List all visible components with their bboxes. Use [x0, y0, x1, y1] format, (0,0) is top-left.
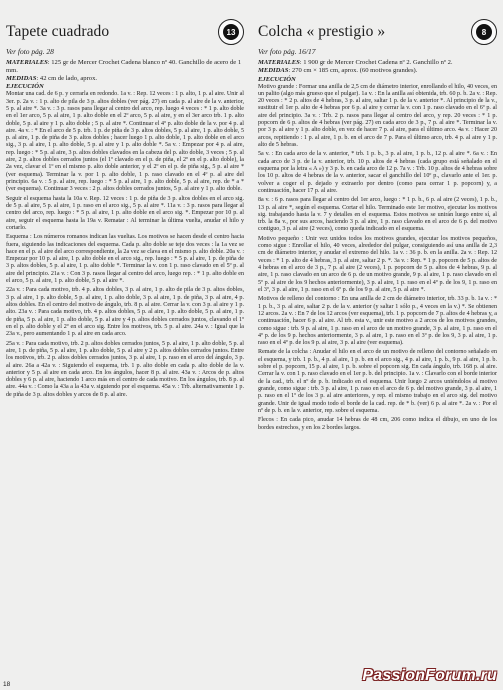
right-paragraph: Flecos : En cada pico, anudar 14 hebras de 48 cm, 206 como indica el dibujo, en uno de los bordes estrechos, y en los 2 bordes largos. — [258, 417, 497, 431]
left-measures-label: MEDIDAS — [6, 74, 37, 82]
right-title: Colcha « prestigio » — [258, 23, 386, 40]
right-photo-ref: Ver foto pág. 16/17 — [258, 47, 316, 56]
right-column — [258, 18, 497, 434]
right-badge-number: 8 — [476, 24, 492, 40]
left-measures-text: : 42 cm de lado, aprox. — [36, 74, 98, 82]
right-exec-heading: EJECUCIÓN — [258, 75, 296, 83]
left-materials — [6, 59, 244, 75]
watermark: PassionForum.ru — [362, 667, 497, 684]
right-paragraph: 5a v. : En cada arco de la v. anterior, * trb. 1 p. b., 3 p. al aire, 1 p. b., 12 p. al aire *. 6a v. : En cada arco de 3 p. de la v. anterior, trb. 10 p. altos de 4 hebras (cada grupo está señalado en el esquema por la letra « A ») y 3 p. b. en cada arco de 12 p. 7a v. : Trb. 10 p. altos de 4 hebras sobre los 10 p. altos de 4 hebras de la v. anterior, sacar el ganchillo del 10º p., clavarlo ante el 1er. p. volver a coger el p. dejado y extraerlo por dentro (como para cerrar 1 p. popcorn) y, a continuación, hacer 17 p. al aire. — [258, 151, 497, 194]
left-paragraph: 22a v. : Para cada motivo, trb. 4 p. altos dobles, 3 p. al aire, 1 p. alto de pila de 3 p. altos dobles, 3 p. al aire, 1 p. alto doble, 5 p. al aire, 1 p. alto doble, 3 p. al aire, 1 p. de piña, 3 p. al aire, 4 p. altos dobles. En el centro del motivo de ángulo, trb. 8 p. al aire. Cerrar la v. con 3 p. al aire y 1 p. alto. 23a v. : Para cada motivo, trb. 4 p. altos dobles, 5 p. al aire, 1 p. alto doble, 5 p. al aire, 1 p. de piña, 5 p. al aire, 1 p. alto doble, 5 p. al aire y 4 p. altos dobles cerrados juntos, clavando el 1º en el p. alto doble y el 2º en el arco sig. Entre los motivos, trb. 5 p. al aire. 24a v. : Igual que la 23a v., pero aumentando 1 p. al aire en cada arco. — [6, 287, 244, 338]
right-measures-text: : 270 cm × 185 cm, aprox. (60 motivos grandes). — [288, 66, 418, 74]
right-title-row — [258, 18, 497, 46]
left-paragraph: 25a v. : Para cada motivo, trb. 2 p. altos dobles cerrados juntos, 5 p. al aire, 1 p. alto doble, 5 p. al aire, 1 p. de piña, 5 p. al aire, 1 p. alto doble, 5 p. al aire y 2 p. altos dobles cerrados juntos. Entre los motivos, trb. 2 p. altos dobles cerrados juntos, 3 p. al aire, 1 p. raso en el arco del ángulo, 3 p. al aire. 26a a 42a v. : Siguiendo el esquema, trb. 1 p. alto doble en cada p. alto doble de la v. anterior y 5 p. al aire en cada arco. En los ángulos, hacer 8 p. al aire. 43a v. : Arcos de p. altos dobles y 6 p. al aire, haciendo 1 arco más en el centro de cada motivo. En los ángulos, trb. 8 p. al aire. 44a v. : Como la 43a a la 43a v. siguiendo por el esquema. 45a v. : Trb. alternativamente 1 p. de piña de 3 p. altos dobles y arcos de 8 p. al aire. — [6, 340, 244, 398]
left-paragraph: Seguir el esquema hasta la 10a v. Rep. 12 veces : 1 p. de piña de 3 p. altos dobles en el arco sig. de 5 p. al aire, 5 p. al aire, 1 p. raso en el arco sig., 5 p. al aire *. 11a v. : 3 p. rasos para llegar al centro del arco, rep. luego : * 5 p. al aire, 1 p. alto doble en el arco sig. *. Empezar por 10 p. al aire, seguir el esquema hasta la 19a v. Rematar : Al terminar la última vuelta, anudar el hilo y cortarlo. — [6, 195, 244, 231]
left-column — [6, 18, 244, 401]
right-paragraph: Motivo grande : Formar una anilla de 2,5 cm de diámetro interior, enrollando el hilo, 40 veces, en un palito (algo más grueso que el pulgar). 1a v. : En la anilla así obtenida, trb. 60 p. b. 2a v. : Rep. 20 veces : * 2 p. altos de 4 hebras, 3 p. al aire, saltar 1 p. de la v. anterior *. Al principio de la v., sustituir el 1er p. alto de 4 hebras por 6 p. al aire y cerrar la v. con 1 p. raso clavado en el 6º p. al aire del principio. 3a v. : Trb. 2 p. rasos para llegar al centro del arco, y rep. 20 veces : * 1 p. popcorn de 6 p. altos de 4 hebras (ver pág. 27) en cada arco de 3 p., 7 p. al aire *. Terminar la v. por 3 p. al aire y 1 p. alto doble, en vez de hacer 7 p. al aire, para el último arco. 4a v. : Hacer 20 arcos, repitiendo : 1 p. al aire, 1 p. b. en el arco de 7 p. Para el último arco, trb. 4 p. al aire y 1 p. alto de 5 hebras. — [258, 83, 497, 149]
right-materials — [258, 59, 497, 67]
page-number: 18 — [3, 681, 11, 688]
right-materials-text: : 1 900 gr de Mercer Crochet Cadena nº 2. Ganchillo nº 2. — [299, 59, 453, 66]
left-paragraph: Montar una cad. de 6 p. y cerrarla en redondo. 1a v. : Rep. 12 veces : 1 p. alto, 1 p. al aire. Unir al 3er. p. 2a v. : 1 p. alto de pila de 3 p. altos dobles (ver pág. 27) en cada p. al aire de la v. anterior, 5 p. al aire *. 3a v. : 3 p. rasos para llegar al centro del arco, rep. luego 4 veces : * 1 p. alto doble en el 1er arco, 5 p. al aire, 1 p. alto doble en el 2º arco, 5 p. al aire, y en el 3er arco trb. 1 p. alto doble, 5 p. al aire y 1 p. alto doble ; 5 p. al aire *. Continuar el 4º p. alto doble de la v. por 4 p. al aire. 4a v. : * En el arco de 5 p. trb. 1 p. de piña de 3 p. altos dobles, 5 p. al aire, 1 p. alto doble, 5 p. al aire, 1 p. de piña de 3 p. altos dobles ; hacer luego 1 p. alto doble, 1 p. alto doble en el arco sig., 3 p. al aire, 1 p. alto doble, 5 p. al aire y 1 p. alto doble *. 5a v. : Empezar por 4 p. al aire, rep. luego : * 5 p. al aire, 3 p. altos dobles clavados en la cabeza del p. alto doble, 3 veces ; 5 p. al aire, 2 p. altos dobles cerrados juntos (el 1º clavado en el p. de piña, el 2º en el p. alto doble), la 2a vez, clavar el 1º en el mismo p. alto doble anterior, y el 2º en el p. de piña sig., 5 p. al aire * (ver esquema). Terminar la v. por 1 p. alto doble, 1 p. raso clavado en el 4º p. al aire del principio. 6a v. : 5 p. al aire, rep. luego : * 5 p. al aire, 1 p. alto doble, 5 p. al aire, rep. de * a * (ver esquema). Continuar 3 veces : 2 p. altos dobles cerrados juntos, 5 p. al aire y 1 p. alto doble. — [6, 91, 244, 193]
right-paragraph: Motivo pequeño : Unir vez unidos todos los motivos grandes, ejecutar los motivos pequeños, como sigue : Enrollar el hilo, 40 veces, alrededor del pulgar, consiguiendo así una anilla de 2,3 cm de diámetro interior, y anudar el extremo del hilo. 1a v. : 36 p. b. en la anilla. 2a v. : Rep. 12 veces : * 1 p. alto de 4 hebras, 3 p. al aire, saltar 2 p. *. 3a v. : Rep. * 1 p. popcorn de 5 p. altos de 4 hebras en el arco de 3 p., 7 p. al aire (2 veces), 1 p. popcorn de 5 p. altos de 4 hebras, 9 p. al aire, 1 p. raso clavado en un arco de 6 p. de un motivo grande, 9 p. al aire, 1 p. raso clavado en el 5º p. al aire de los 9 hechos anteriormente), 3 p. al aire, 1 p. raso en el 4º p. de los 9, 1 p. raso en el 3º, 3 p. al aire, 1 p. raso en el 6º p. de los 9 p. al aire, 5 p. al aire *. — [258, 235, 497, 293]
left-badge-number: 13 — [223, 24, 239, 40]
left-title: Tapete cuadrado — [6, 23, 110, 40]
left-materials-label: MATERIALES — [6, 59, 48, 66]
left-model-badge-icon — [218, 19, 244, 45]
right-measures — [258, 67, 497, 75]
right-model-badge-icon — [471, 19, 497, 45]
left-exec-heading: EJECUCIÓN — [6, 83, 44, 91]
left-photo-ref: Ver foto pág. 28 — [6, 47, 54, 56]
right-paragraph: Motivos de relleno del contorno : En una anilla de 2 cm de diámetro interior, trb. 33 p. b. 1a v. : * 1 p. b., 3 p. al aire, saltar 2 p. de la v. anterior (y saltar 1 sólo p., 4 veces en la v.) *. Se obtienen 12 arcos. 2a v. : En 7 de los 12 arcos (ver esquema), trb. 1 p. popcorn de 7 p. altos de 4 hebras y, a continuación, hacer 6 p. al aire. Al trb. esta v., unir este motivo a 2 arcos de los motivos grandes, como sigue : trb. 9 p. al aire, 1 p. raso en el arco de un motivo grande, 3 p. al aire, 1 p. raso en el 4º p. de los 9 p. hechos anteriormente, 3 p. al aire, 1 p. raso en el 3º p. de los 9, 3 p. al aire, 1 p. raso en el 4º p. de los 9 p. al aire, 3 p. al aire (ver esquema). — [258, 296, 497, 347]
left-paragraph: Esquema : Los números romanos indican las vueltas. Los motivos se hacen desde el centro hacia fuera, siguiendo las indicaciones del esquema. Cada p. alto doble se teje dos veces : la 1a vez se hace en el p. al aire del arco correspondiente, la 2a vez se clava en el mismo p. alto doble. 20a v. : Empezar por 10 p. al aire, 1 p. alto doble en el arco sig., rep. luego : * 5 p. al aire, 1 p. de piña de 3 p. altos dobles, 5 p. al aire, 1 p. alto doble *. Terminar la v. con 1 p. raso clavado en el 5º p. al aire del principio. 21a v. : Con 3 p. rasos llegar al centro del arco, luego rep. : * 1 p. alto doble en el arco, 5 p. al aire, 1 p. alto doble, 5 p. al aire *. — [6, 234, 245, 285]
right-paragraph: 8a v. : 6 p. rasos para llegar al centro del 1er arco, luego : * 1 p. b., 6 p. al aire (2 veces), 1 p. b., 13 p. al aire *, según el esquema. Cortar el hilo. Terminado este 1er motivo, ejecutar los motivos sig. trabajando hasta la v. 7 y detalles en el esquema. Estos motivos se unirán luego entre sí, al trb. la 8a v., por sus arcos, haciendo 3 p. al aire, 1 p. raso clavado en el arco de 6 p. del motivo contiguo, 3 p. al aire (2 veces), como queda indicado en el esquema. — [258, 197, 497, 233]
right-paragraph: Remate de la colcha : Anudar el hilo en el arco de un motivo de relleno del contorno señalado en el esquema, y trb. 1 p. b., 4 p. al aire, 1 p. b. en el arco sig., 4 p. al aire, 1 p. b., 9 p. al aire, 1 p. b. sobre el p. popcorn, 15 p. al aire, 1 p. b. sobre el popcorn sig. En cada ángulo, trb. 168 p. al aire. Cerrar la v. con 1 p. raso clavado en el 1er p. b. del principio. 1a v. : Clavarlo con el borde interior de la cad., trb. el nº de p. b. indicado en el esquema. Unir luego 2 arcos uniéndolos al motivo grande, como sigue : trb. 3 p. al aire, 1 p. raso en el arco de 6 p. del motivo grande, 3 p. al aire, 1 p. raso en el 1º de los 3 p. al aire anteriores, y rep. el mismo trabajo en el arco sig. del motivo grande. Unir de igual modo todo el borde de la cad. rep. de * b. (ver) 6 p. al aire *. 2a v. : Por el nº de p. b. en la v. anterior, rep. sobre el esquema. — [258, 349, 497, 414]
left-materials-text: : 125 gr de Mercer Crochet Cadena blanco nº 40. Ganchillo de acero de 1 mm. — [6, 59, 242, 74]
left-measures — [6, 75, 244, 83]
right-materials-label: MATERIALES — [258, 59, 300, 66]
right-measures-label: MEDIDAS — [258, 66, 289, 74]
left-title-row — [6, 18, 244, 46]
